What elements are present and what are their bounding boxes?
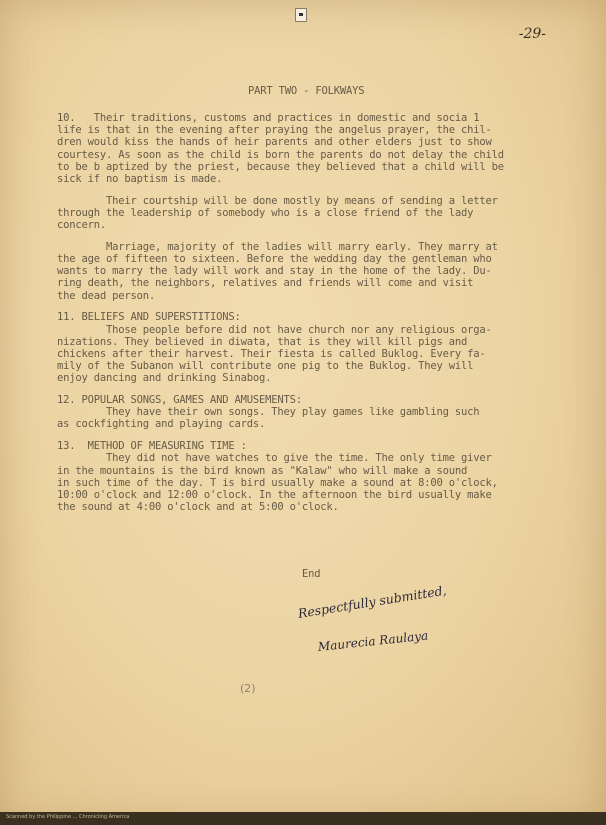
body-line: the age of fifteen to sixteen. Before the wedding day the gentleman who (57, 253, 492, 265)
body-line: life is that in the evening after praying the angelus prayer, the chil- (57, 124, 492, 137)
body-line: 10. Their traditions, customs and practices in domestic and socia 1 (57, 112, 480, 124)
end-marker: End (302, 568, 321, 580)
body-line: 12. POPULAR SONGS, GAMES AND AMUSEMENTS: (57, 394, 302, 406)
body-line: sick if no baptism is made. (57, 173, 223, 185)
body-line: to be b aptized by the priest, because they believed that a child will be (57, 160, 504, 173)
body-line: wants to marry the lady will work and stay in the home of the lady. Du- (57, 265, 492, 278)
body-line: Those people before did not have church nor any religious orga- (57, 323, 492, 336)
section-title: PART TWO - FOLKWAYS (248, 85, 365, 97)
body-line: in such time of the day. T is bird usually make a sound at 8:00 o'clock, (57, 476, 498, 489)
body-line: dren would kiss the hands of heir parents and other elders just to show (57, 136, 492, 149)
binder-clip-icon (295, 8, 307, 22)
body-line: enjoy dancing and drinking Sinabog. (57, 372, 272, 385)
body-line: Their courtship will be done mostly by means of sending a letter (57, 194, 498, 207)
body-line: 13. METHOD OF MEASURING TIME : (57, 440, 247, 453)
pencil-note: (2) (240, 682, 256, 695)
body-line: mily of the Subanon will contribute one pig to the Buklog. They will (57, 360, 474, 373)
body-line: 10:00 o'clock and 12:00 o'clock. In the afternoon the bird usually make (57, 488, 492, 501)
body-line: the dead person. (57, 289, 155, 302)
body-line: They did not have watches to give the time. The only time giver (57, 452, 492, 465)
page-number: -29- (518, 26, 546, 42)
body-line: nizations. They believed in diwata, that is they will kill pigs and (57, 335, 468, 348)
scan-credit: Scanned by the Philippine ... Chronicling America (6, 814, 130, 820)
body-line: ring death, the neighbors, relatives and friends will come and visit (57, 277, 474, 290)
body-line: through the leadership of somebody who is a close friend of the lady (57, 206, 474, 219)
body-line: courtesy. As soon as the child is born the parents do not delay the child (57, 148, 504, 161)
body-line: 11. BELIEFS AND SUPERSTITIONS: (57, 311, 241, 324)
body-line: as cockfighting and playing cards. (57, 418, 266, 431)
body-line: They have their own songs. They play games like gambling such (57, 406, 480, 419)
signature-name: Maurecia Raulaya (317, 628, 429, 654)
body-line: chickens after their harvest. Their fiesta is called Buklog. Every fa- (57, 347, 486, 360)
body-line: concern. (57, 219, 106, 232)
body-line: Marriage, majority of the ladies will marry early. They marry at (57, 240, 498, 253)
body-line: the sound at 4:00 o'clock and at 5:00 o'clock. (57, 501, 339, 514)
body-line: in the mountains is the bird known as "Kalaw" who will make a sound (57, 464, 468, 477)
signature-closing: Respectfully submitted, (296, 582, 448, 621)
